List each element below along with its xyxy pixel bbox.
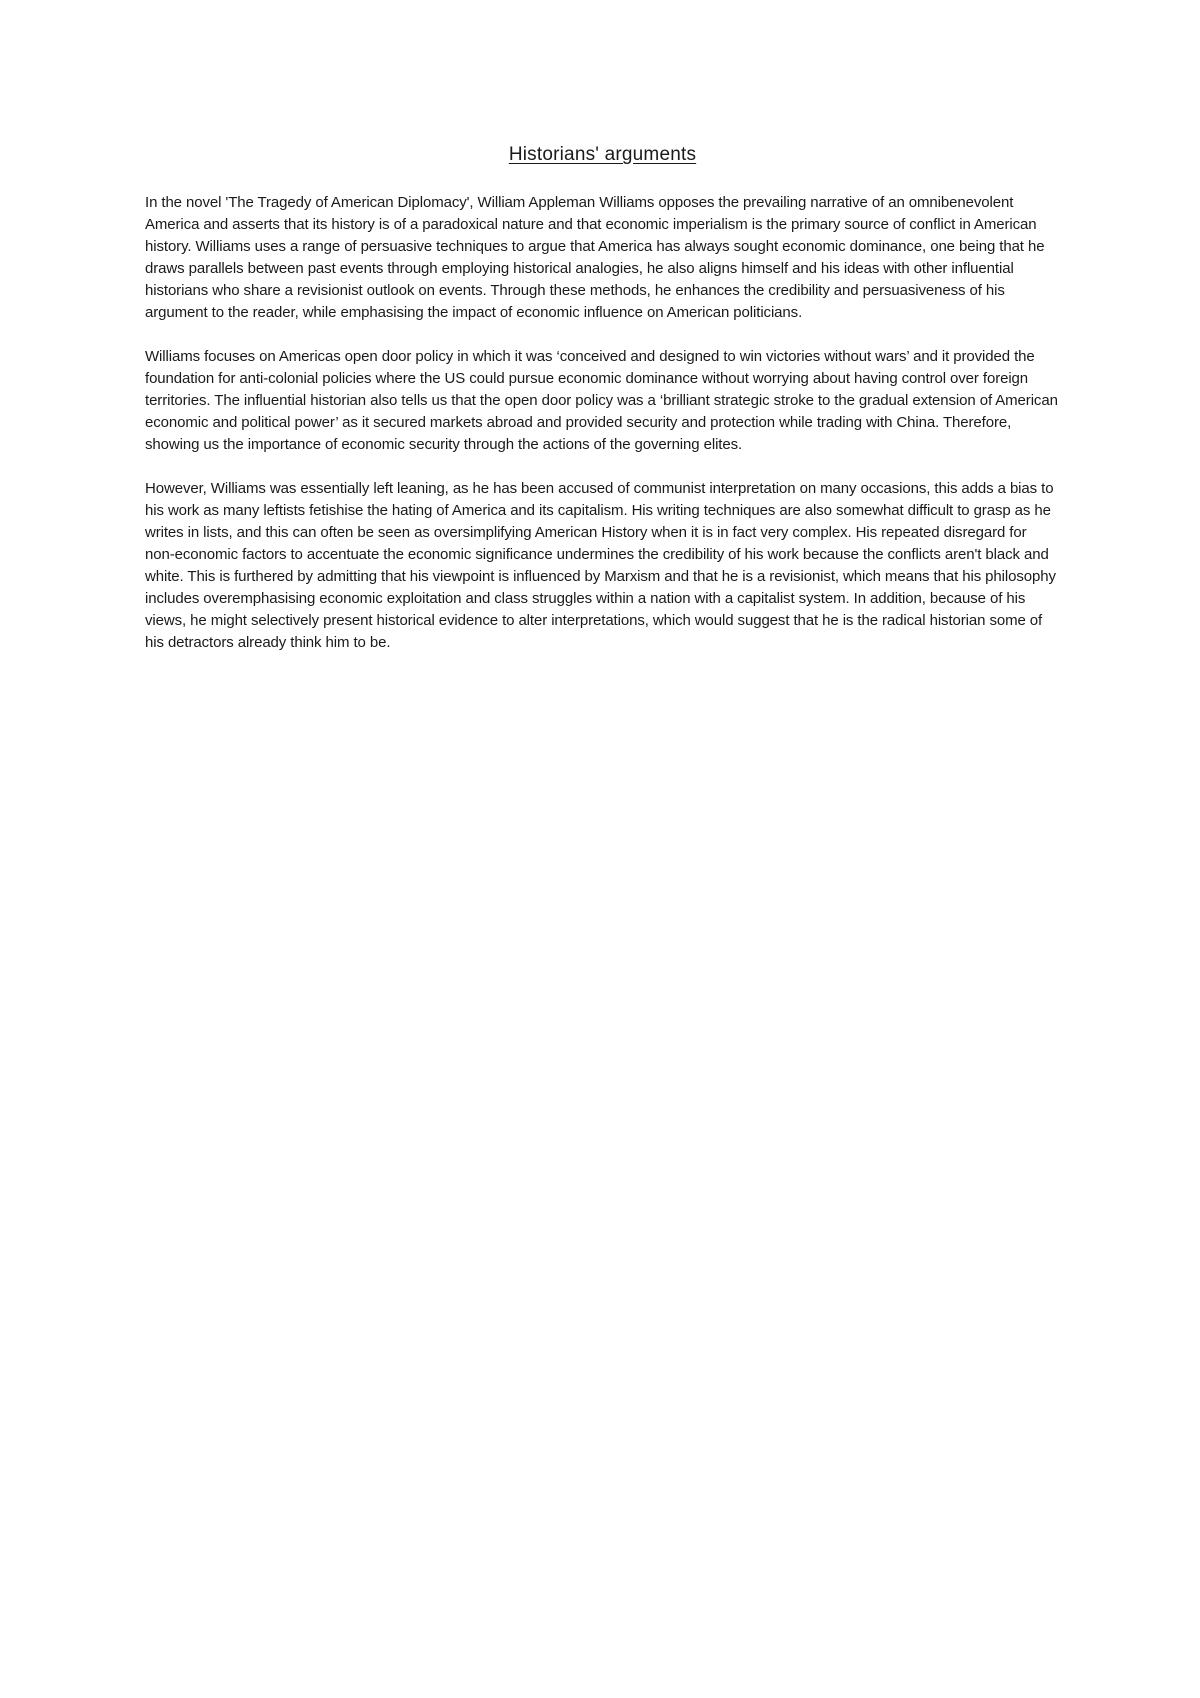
- document-title: Historians' arguments: [508, 144, 697, 165]
- paragraph-open-door-policy: Williams focuses on Americas open door policy in which it was ‘conceived and designed to win victories without wars’ and it provided the foundation for anti-colonial policies where the US could pursue economic dominance without worrying about having control over foreign territories. The influential historian also tells us that the open door policy was a ‘brilliant strategic stroke to the gradual extension of American economic and political power’ as it secured markets abroad and provided security and protection while trading with China. Therefore, showing us the importance of economic security through the actions of the governing elites.: [145, 348, 1058, 453]
- document-body: [145, 144, 1060, 676]
- paragraph-intro: In the novel 'The Tragedy of American Diplomacy', William Appleman Williams opposes the prevailing narrative of an omnibenevolent America and asserts that its history is of a paradoxical nature and that economic imperialism is the primary source of conflict in American history. Williams uses a range of persuasive techniques to argue that America has always sought economic dominance, one being that he draws parallels between past events through employing historical analogies, he also aligns himself and his ideas with other influential historians who share a revisionist outlook on events. Through these methods, he enhances the credibility and persuasiveness of his argument to the reader, while emphasising the impact of economic influence on American politicians.: [145, 194, 1045, 321]
- paragraph-criticism: However, Williams was essentially left leaning, as he has been accused of communist interpretation on many occasions, this adds a bias to his work as many leftists fetishise the hating of America and its capitalism. His writing techniques are also somewhat difficult to grasp as he writes in lists, and this can often be seen as oversimplifying American History when it is in fact very complex. His repeated disregard for non-economic factors to accentuate the economic significance undermines the credibility of his work because the conflicts aren't black and white. This is furthered by admitting that his viewpoint is influenced by Marxism and that he is a revisionist, which means that his philosophy includes overemphasising economic exploitation and class struggles within a nation with a capitalist system. In addition, because of his views, he might selectively present historical evidence to alter interpretations, which would suggest that he is the radical historian some of his detractors already think him to be.: [145, 480, 1056, 651]
